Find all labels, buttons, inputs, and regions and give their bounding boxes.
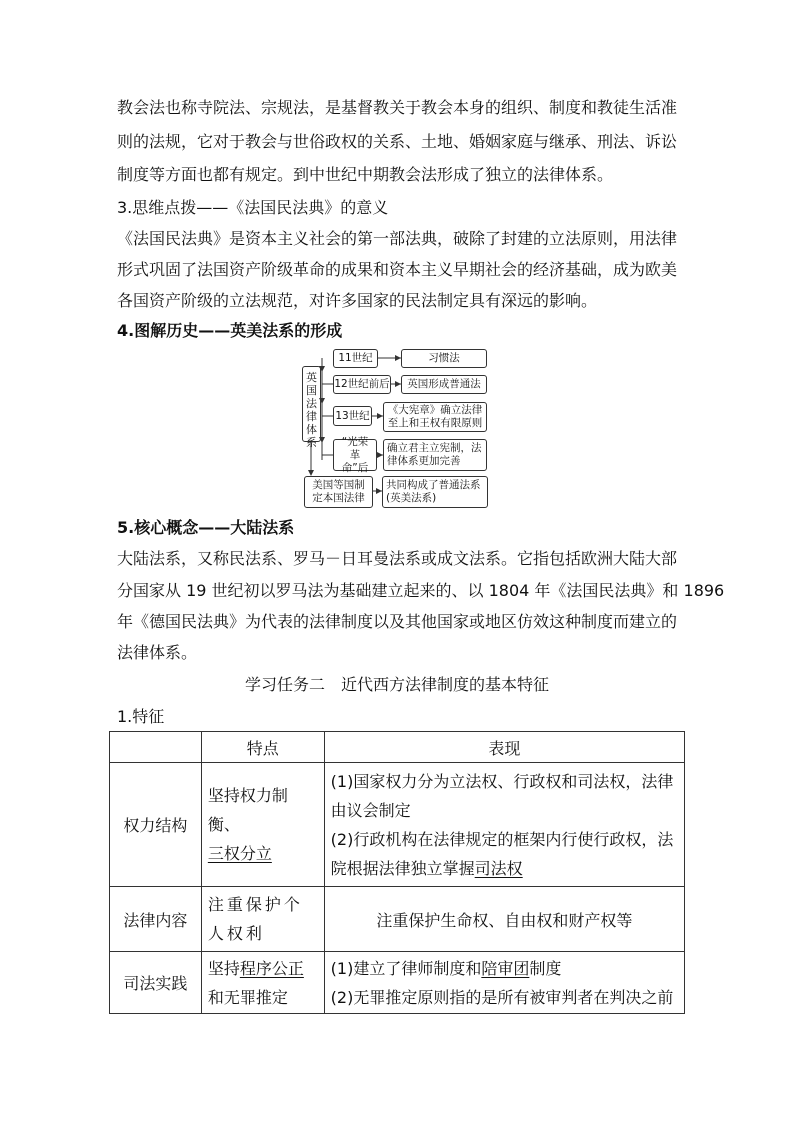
diagram-period-glorious-revolution: “光荣革命”后 [333, 439, 377, 471]
task2-title: 学习任务二 近代西方法律制度的基本特征 [244, 675, 549, 694]
row-performance [324, 763, 684, 887]
para1-line-3: 制度等方面也都有规定。到中世纪中期教会法形成了独立的法律体系。 [117, 165, 614, 184]
feature-part: 坚持 [207, 958, 240, 978]
diagram-event-common-law: 英国形成普通法 [401, 375, 487, 394]
table-row-legal-content [110, 887, 685, 952]
row-feature: 注重保护个人权利 [201, 887, 324, 952]
section4-heading: 4.图解历史——英美法系的形成 [117, 321, 343, 340]
section5-line-1: 大陆法系，又称民法系、罗马－日耳曼法系或成文法系。它指包括欧洲大陆大部 [117, 549, 678, 568]
section3-heading: 3.思维点拨——《法国民法典》的意义 [117, 198, 389, 217]
para1-line-2: 则的法规，它对于教会与世俗政权的关系、土地、婚姻家庭与继承、刑法、诉讼 [117, 132, 678, 151]
table-header-empty [110, 732, 202, 763]
diagram-period-12th-century: 12世纪前后 [333, 375, 391, 394]
section5-line-3: 年《德国民法典》为代表的法律制度以及其他国家或地区仿效这种制度而建立的 [117, 612, 678, 631]
section5-line-4: 法律体系。 [117, 643, 198, 662]
table-header-performance: 表现 [324, 732, 684, 763]
diagram-bottom-left: 美国等国制定本国法律 [304, 476, 373, 508]
feature-underlined: 三权分立 [207, 844, 272, 863]
performance-underlined: 司法权 [474, 858, 523, 878]
feature-part: 和无罪推定 [207, 987, 288, 1007]
performance-underlined: 陪审团 [481, 958, 530, 978]
row-feature [201, 763, 324, 887]
diagram-period-13th-century: 13世纪 [333, 406, 372, 426]
row-performance: 注重保护生命权、自由权和财产权等 [324, 887, 684, 952]
row-label: 司法实践 [110, 952, 202, 1014]
row-feature [201, 952, 324, 1014]
table-header-row [110, 732, 685, 763]
row-label: 法律内容 [110, 887, 202, 952]
performance-item-1: (1)建立了律师制度和陪审团制度 [330, 958, 562, 978]
section3-line-3: 各国资产阶级的立法规范，对许多国家的民法制定具有深远的影响。 [117, 291, 598, 310]
section5-line-2: 分国家从 19 世纪初以罗马法为基础建立起来的、以 1804 年《法国民法典》和 1896 [117, 581, 725, 600]
performance-item-2: (2)无罪推定原则指的是所有被审判者在判决之前 [330, 987, 674, 1007]
section5-heading: 5.核心概念——大陆法系 [117, 518, 295, 537]
feature-underlined: 程序公正 [239, 958, 304, 978]
table-row-power-structure [110, 763, 685, 887]
diagram-side-label: 英国法律体系 [302, 366, 321, 442]
performance-item-2: (2)行政机构在法律规定的框架内行使行政权，法院根据法律独立掌握司法权 [330, 829, 674, 878]
table-row-judicial-practice [110, 952, 685, 1014]
features-table [109, 731, 685, 1014]
diagram-event-magna-carta: 《大宪章》确立法律至上和王权有限原则 [383, 402, 487, 432]
performance-item-1: (1)国家权力分为立法权、行政权和司法权，法律由议会制定 [330, 771, 674, 820]
row-label: 权力结构 [110, 763, 202, 887]
table-header-feature: 特点 [201, 732, 324, 763]
task2-sub-heading: 1.特征 [117, 707, 165, 726]
row-performance [324, 952, 684, 1014]
diagram-event-customary-law: 习惯法 [401, 349, 487, 368]
diagram-period-11th-century: 11世纪 [333, 349, 378, 368]
para1-line-1: 教会法也称寺院法、宗规法，是基督教关于教会本身的组织、制度和教徒生活准 [117, 98, 678, 117]
feature-part: 坚持权力制衡、 [207, 786, 288, 834]
diagram-bottom-right: 共同构成了普通法系(英美法系) [382, 476, 488, 508]
section3-line-2: 形式巩固了法国资产阶级革命的成果和资本主义早期社会的经济基础，成为欧美 [117, 260, 678, 279]
section3-line-1: 《法国民法典》是资本主义社会的第一部法典，破除了封建的立法原则，用法律 [117, 229, 678, 248]
diagram-event-constitutional-monarchy: 确立君主立宪制，法律体系更加完善 [383, 439, 487, 471]
